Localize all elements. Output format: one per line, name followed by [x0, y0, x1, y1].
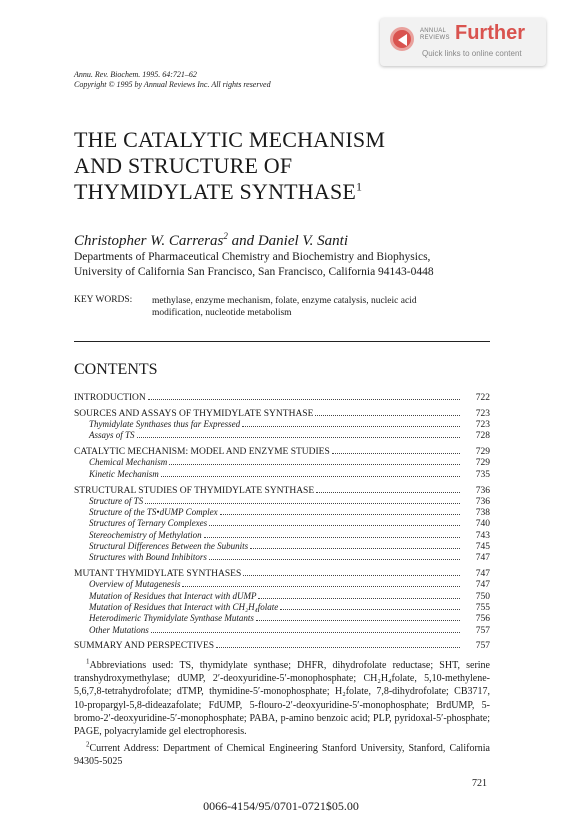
toc-page-number: 722 — [475, 393, 490, 403]
price-code: 0066-4154/95/0701-0721$05.00 — [203, 799, 359, 813]
toc-leader-dots — [220, 506, 460, 515]
toc-subentry[interactable] — [74, 540, 490, 551]
toc-entry-label: Mutation of Residues that Interact with dUMP — [89, 590, 257, 601]
toc-leader-dots — [250, 540, 460, 549]
toc-leader-dots — [243, 567, 460, 576]
keywords-list: methylase, enzyme mechanism, folate, enzyme catalysis, nucleic acid modification, nucleotide metabolism — [152, 296, 417, 318]
further-logo-icon — [390, 27, 414, 51]
page-number: 721 — [472, 778, 487, 789]
toc-leader-dots — [216, 639, 460, 648]
author-footnote-mark[interactable]: 2 — [223, 231, 228, 241]
toc-subentry[interactable] — [74, 590, 490, 601]
toc-subentry[interactable] — [74, 517, 490, 528]
author-name: Christopher W. Carreras — [74, 233, 224, 249]
toc-subentry[interactable] — [74, 624, 490, 635]
title-footnote-mark[interactable]: 1 — [356, 179, 363, 194]
affiliation: Departments of Pharmaceutical Chemistry and Biochemistry and Biophysics, University of California San Francisco, San Francisco, California 94143-0448 — [74, 251, 434, 278]
toc-subentry[interactable] — [74, 529, 490, 540]
toc-entry-label: Structure of TS — [89, 495, 144, 506]
toc-subentry[interactable] — [74, 551, 490, 562]
further-tagline: Quick links to online content — [422, 49, 522, 58]
toc-leader-dots — [204, 529, 460, 538]
toc-entry[interactable] — [74, 639, 490, 650]
annual-reviews-further-badge[interactable] — [380, 18, 546, 66]
toc-entry-label: Assays of TS — [89, 430, 135, 441]
toc-entry[interactable] — [74, 445, 490, 456]
toc-page-number: 729 — [475, 458, 490, 469]
toc-entry[interactable] — [74, 391, 490, 402]
toc-entry-label: STRUCTURAL STUDIES OF THYMIDYLATE SYNTHASE — [74, 485, 315, 496]
journal-line: Annu. Rev. Biochem. 1995. 64:721–62 — [74, 70, 197, 79]
toc-leader-dots — [137, 429, 460, 438]
toc-page-number: 729 — [475, 447, 490, 458]
toc-entry-label: Structure of the TS•dUMP Complex — [89, 507, 218, 518]
toc-page-number: 747 — [475, 569, 490, 580]
toc-entry-label: CATALYTIC MECHANISM: MODEL AND ENZYME STUDIES — [74, 447, 330, 458]
toc-page-number: 723 — [475, 420, 490, 431]
toc-entry-label: Stereochemistry of Methylation — [89, 529, 202, 540]
toc-subentry[interactable] — [74, 468, 490, 479]
author-name: Daniel V. Santi — [257, 233, 348, 249]
toc-subentry[interactable] — [74, 418, 490, 429]
toc-page-number: 757 — [475, 641, 490, 652]
toc-entry-label: MUTANT THYMIDYLATE SYNTHASES — [74, 569, 242, 580]
keywords-label: KEY WORDS: — [74, 295, 133, 305]
toc-page-number: 736 — [475, 496, 490, 507]
toc-page-number: 735 — [475, 469, 490, 480]
footnote-mark: 2 — [86, 740, 90, 749]
section-divider — [74, 341, 490, 342]
toc-leader-dots — [256, 612, 460, 621]
toc-entry-label: Structural Differences Between the Subunits — [89, 541, 249, 552]
toc-entry[interactable] — [74, 567, 490, 578]
toc-leader-dots — [151, 624, 460, 633]
toc-leader-dots — [280, 601, 460, 610]
table-of-contents — [74, 391, 490, 651]
toc-subentry[interactable] — [74, 456, 490, 467]
toc-leader-dots — [242, 418, 460, 427]
toc-entry-label: Kinetic Mechanism — [89, 468, 159, 479]
toc-leader-dots — [169, 456, 460, 465]
toc-leader-dots — [145, 495, 460, 504]
toc-leader-dots — [332, 445, 460, 454]
toc-entry-label: Overview of Mutagenesis — [89, 579, 181, 590]
annual-reviews-wordmark: ANNUAL REVIEWS — [420, 28, 450, 41]
toc-page-number: 736 — [475, 485, 490, 496]
toc-entry-label: Thymidylate Synthases thus far Expressed — [89, 419, 241, 430]
footnote-address: $^2$Current Address: Department of Chemical Engineering Stanford University, Stanford, California 94305-5025 — [74, 740, 490, 768]
toc-page-number: 745 — [475, 542, 490, 553]
toc-entry-label: INTRODUCTION — [74, 393, 146, 403]
toc-entry-label: Structures of Ternary Complexes — [89, 518, 208, 529]
toc-subentry[interactable] — [74, 601, 490, 612]
toc-leader-dots — [182, 578, 460, 587]
toc-leader-dots — [209, 517, 460, 526]
toc-page-number: 757 — [475, 625, 490, 636]
toc-entry[interactable] — [74, 484, 490, 495]
toc-entry-label: Mutation of Residues that Interact with CH₂H₄folate — [89, 602, 279, 613]
toc-entry-label: Chemical Mechanism — [89, 457, 168, 468]
toc-page-number: 747 — [475, 580, 490, 591]
toc-subentry[interactable] — [74, 429, 490, 440]
toc-page-number: 740 — [475, 519, 490, 530]
contents-heading: CONTENTS — [74, 361, 158, 378]
toc-page-number: 728 — [475, 431, 490, 442]
toc-entry-label: SOURCES AND ASSAYS OF THYMIDYLATE SYNTHASE — [74, 408, 314, 419]
further-wordmark: Further — [455, 22, 525, 44]
toc-entry-label: Other Mutations — [89, 624, 149, 635]
footnote-abbreviations: $^1$Abbreviations used: TS, thymidylate synthase; DHFR, dihydrofolate reductase; SHT, serine transhydroxymethylase; dUMP, 2′-deoxyuridine-5′-monophosphate; CH₂H₄folate, 5,10-methylene-5,6,7,8-tetrahydrofolate; dTMP, thymidine-5′-monophosphate; H₂folate, 7,8-dihydrofolate; CB3717, 10-propargyl-5,8-dideazafolate; FdUMP, 5-flouro-2′-deoxyuridine-5′-monophosphate; BrdUMP, 5-bromo-2′-deoxyuridine-5′-monophosphate; PABA, p-amino benzoic acid; PLP, pyridoxal-5′-phosphate; PAGE, polyacrylamide gel electrophoresis. — [74, 657, 490, 738]
toc-page-number: 747 — [475, 553, 490, 564]
toc-leader-dots — [258, 590, 460, 599]
toc-subentry[interactable] — [74, 578, 490, 589]
toc-subentry[interactable] — [74, 495, 490, 506]
toc-page-number: 755 — [475, 603, 490, 614]
toc-page-number: 723 — [475, 408, 490, 419]
toc-page-number: 738 — [475, 508, 490, 519]
toc-subentry[interactable] — [74, 506, 490, 517]
toc-page-number: 750 — [475, 591, 490, 602]
toc-leader-dots — [209, 551, 460, 560]
toc-entry-label: Heterodimeric Thymidylate Synthase Mutants — [89, 613, 254, 624]
copyright-line: Copyright © 1995 by Annual Reviews Inc. All rights reserved — [74, 80, 271, 89]
journal-citation — [74, 70, 271, 90]
footnote-mark: 1 — [86, 657, 90, 666]
toc-leader-dots — [316, 484, 460, 493]
toc-page-number: 743 — [475, 530, 490, 541]
toc-entry[interactable] — [74, 407, 490, 418]
toc-page-number: 756 — [475, 614, 490, 625]
author-line: Christopher W. Carreras$^2$ and Daniel V. Santi — [74, 231, 348, 249]
toc-leader-dots — [315, 407, 460, 416]
toc-leader-dots — [148, 391, 460, 400]
toc-entry-label: SUMMARY AND PERSPECTIVES — [74, 641, 215, 652]
article-title: THE CATALYTIC MECHANISM AND STRUCTURE OF THYMIDYLATE SYNTHASE$^1$ — [74, 127, 386, 204]
toc-subentry[interactable] — [74, 612, 490, 623]
toc-leader-dots — [161, 468, 460, 477]
toc-entry-label: Structures with Bound Inhibitors — [89, 552, 207, 563]
